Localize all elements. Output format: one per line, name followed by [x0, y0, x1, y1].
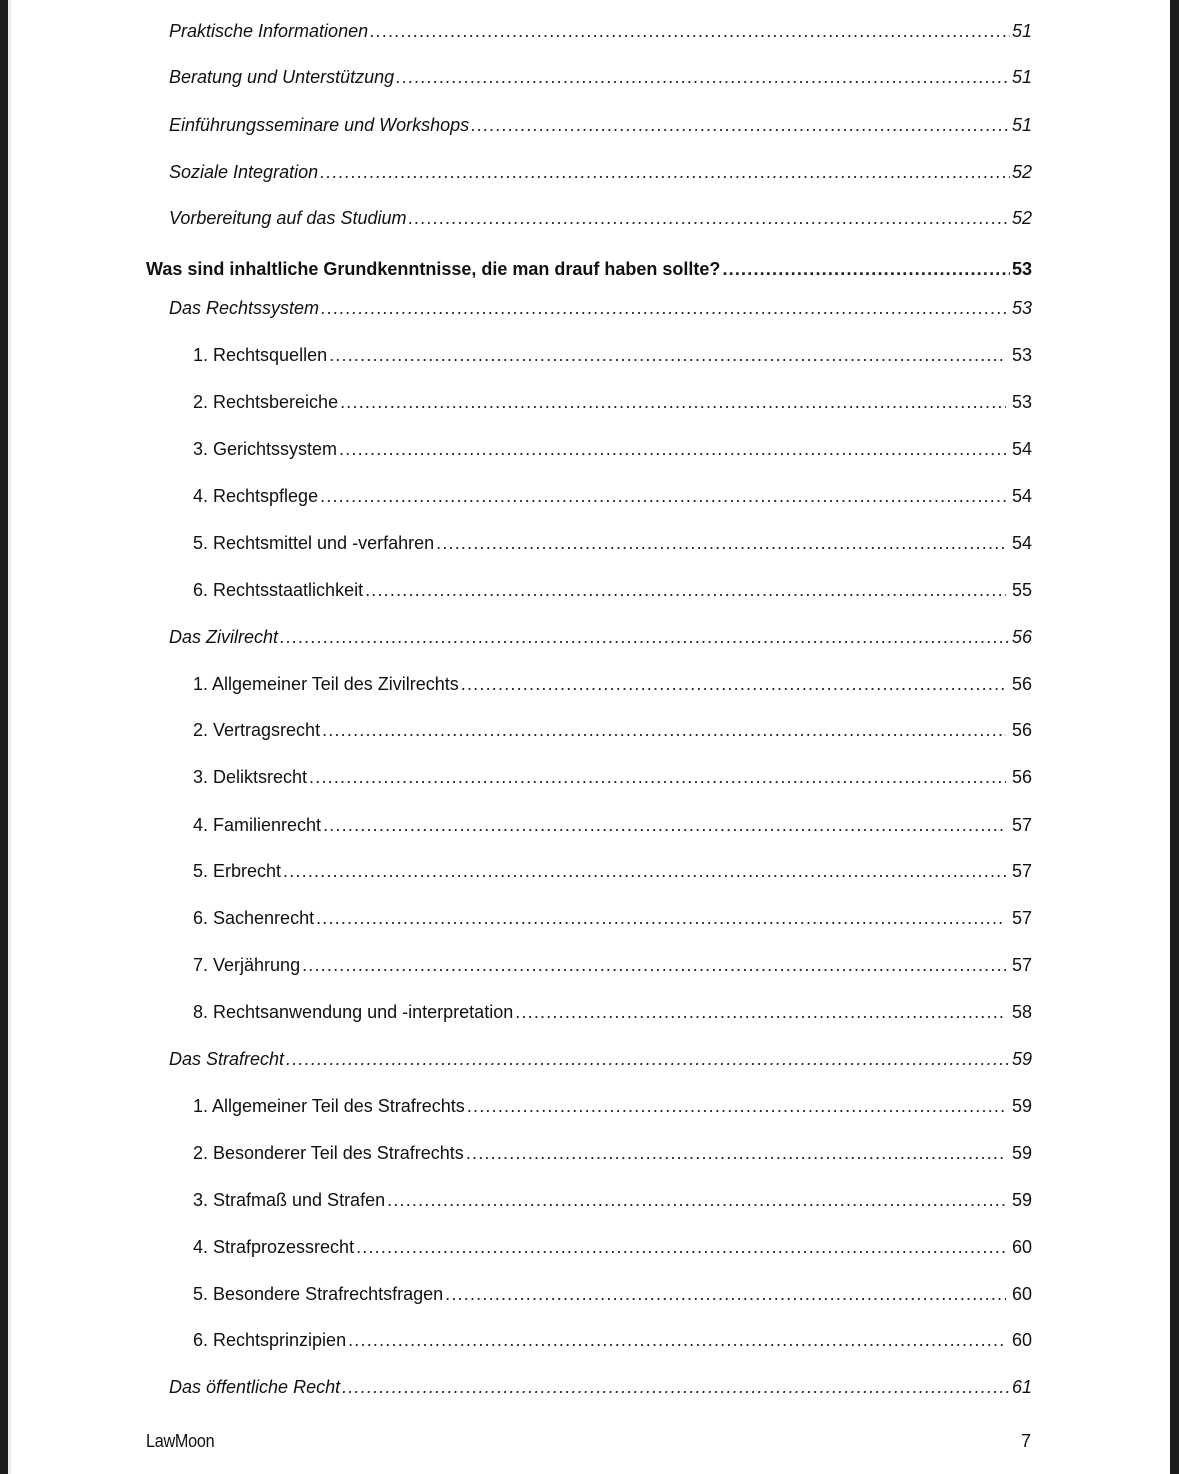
- toc-entry-label: 5. Besondere Strafrechtsfragen: [193, 1284, 444, 1304]
- toc-entry-label: 5. Erbrecht: [193, 861, 282, 881]
- toc-entry-label: 3. Deliktsrecht: [193, 767, 308, 787]
- toc-section-entry[interactable]: [169, 20, 1032, 42]
- dot-leader: [356, 1236, 1006, 1258]
- toc-entry-page-number: 58: [1011, 1002, 1032, 1022]
- toc-entry-page-number: 56: [1011, 674, 1032, 694]
- toc-subsection-entry[interactable]: [193, 485, 1032, 507]
- toc-entry-label: Einführungsseminare und Workshops: [169, 115, 470, 135]
- toc-entry-label: 6. Rechtsstaatlichkeit: [193, 580, 364, 600]
- toc-section-entry[interactable]: [169, 207, 1032, 229]
- toc-entry-label: 2. Besonderer Teil des Strafrechts: [193, 1143, 464, 1163]
- toc-entry-label: 1. Allgemeiner Teil des Strafrechts: [193, 1096, 465, 1116]
- toc-subsection-entry[interactable]: [193, 860, 1032, 882]
- dot-leader: [286, 1048, 1010, 1070]
- toc-subsection-entry[interactable]: [193, 1142, 1032, 1164]
- dot-leader: [396, 66, 1010, 88]
- toc-subsection-entry[interactable]: [193, 907, 1032, 929]
- dot-leader: [322, 719, 1006, 741]
- dot-leader: [408, 207, 1009, 229]
- toc-subsection-entry[interactable]: [193, 1283, 1032, 1305]
- toc-entry-page-number: 53: [1011, 392, 1032, 412]
- toc-section-entry[interactable]: [169, 161, 1032, 183]
- toc-entry-page-number: 60: [1011, 1330, 1032, 1350]
- toc-entry-page-number: 53: [1011, 298, 1032, 318]
- toc-chapter-entry[interactable]: [146, 258, 1032, 280]
- toc-entry-label: 3. Strafmaß und Strafen: [193, 1190, 386, 1210]
- toc-entry-label: 8. Rechtsanwendung und -interpretation: [193, 1002, 514, 1022]
- toc-entry-label: 4. Rechtspflege: [193, 486, 319, 506]
- dot-leader: [471, 114, 1010, 136]
- toc-entry-page-number: 59: [1011, 1143, 1032, 1163]
- dot-leader: [445, 1283, 1006, 1305]
- toc-subsection-entry[interactable]: [193, 766, 1032, 788]
- dot-leader: [436, 532, 1006, 554]
- toc-entry-label: Vorbereitung auf das Studium: [169, 208, 407, 228]
- toc-entry-page-number: 54: [1011, 486, 1032, 506]
- toc-entry-page-number: 51: [1011, 21, 1032, 41]
- toc-section-entry[interactable]: [169, 66, 1032, 88]
- toc-section-entry[interactable]: [169, 1376, 1032, 1398]
- toc-entry-label: 1. Rechtsquellen: [193, 345, 328, 365]
- toc-section-entry[interactable]: [169, 114, 1032, 136]
- dot-leader: [466, 1142, 1006, 1164]
- toc-subsection-entry[interactable]: [193, 1001, 1032, 1023]
- dot-leader: [316, 907, 1006, 929]
- dot-leader: [387, 1189, 1006, 1211]
- toc-subsection-entry[interactable]: [193, 391, 1032, 413]
- toc-entry-label: 2. Rechtsbereiche: [193, 392, 339, 412]
- window-edge-left: [0, 0, 8, 1474]
- footer-author: LawMoon: [146, 1431, 215, 1451]
- toc-subsection-entry[interactable]: [193, 673, 1032, 695]
- toc-entry-page-number: 61: [1011, 1377, 1032, 1397]
- dot-leader: [320, 485, 1006, 507]
- toc-entry-page-number: 56: [1011, 767, 1032, 787]
- window-edge-right: [1170, 0, 1179, 1474]
- toc-entry-page-number: 60: [1011, 1237, 1032, 1257]
- dot-leader: [321, 297, 1010, 319]
- dot-leader: [467, 1095, 1006, 1117]
- toc-entry-label: 4. Familienrecht: [193, 815, 322, 835]
- dot-leader: [329, 344, 1006, 366]
- toc-entry-page-number: 53: [1011, 345, 1032, 365]
- dot-leader: [340, 391, 1006, 413]
- toc-entry-page-number: 53: [1011, 259, 1032, 279]
- dot-leader: [302, 954, 1006, 976]
- toc-entry-page-number: 52: [1011, 208, 1032, 228]
- document-page: [11, 0, 1170, 1474]
- dot-leader: [722, 258, 1010, 280]
- toc-entry-label: 6. Rechtsprinzipien: [193, 1330, 347, 1350]
- toc-entry-label: Das Strafrecht: [169, 1049, 285, 1069]
- dot-leader: [283, 860, 1006, 882]
- toc-entry-label: Das Rechtssystem: [169, 298, 320, 318]
- toc-entry-label: Das öffentliche Recht: [169, 1377, 341, 1397]
- dot-leader: [323, 814, 1006, 836]
- toc-entry-label: 7. Verjährung: [193, 955, 301, 975]
- toc-entry-label: 4. Strafprozessrecht: [193, 1237, 355, 1257]
- toc-subsection-entry[interactable]: [193, 438, 1032, 460]
- toc-subsection-entry[interactable]: [193, 954, 1032, 976]
- toc-subsection-entry[interactable]: [193, 1189, 1032, 1211]
- toc-subsection-entry[interactable]: [193, 1095, 1032, 1117]
- toc-entry-page-number: 51: [1011, 115, 1032, 135]
- toc-section-entry[interactable]: [169, 1048, 1032, 1070]
- toc-entry-page-number: 56: [1011, 627, 1032, 647]
- toc-subsection-entry[interactable]: [193, 1236, 1032, 1258]
- dot-leader: [339, 438, 1006, 460]
- toc-section-entry[interactable]: [169, 297, 1032, 319]
- dot-leader: [461, 673, 1006, 695]
- footer-page-number: 7: [1021, 1431, 1032, 1451]
- toc-entry-page-number: 55: [1011, 580, 1032, 600]
- toc-entry-label: 2. Vertragsrecht: [193, 720, 321, 740]
- toc-entry-page-number: 57: [1011, 815, 1032, 835]
- toc-subsection-entry[interactable]: [193, 579, 1032, 601]
- toc-entry-page-number: 52: [1011, 162, 1032, 182]
- toc-entry-label: 6. Sachenrecht: [193, 908, 315, 928]
- toc-subsection-entry[interactable]: [193, 1329, 1032, 1351]
- toc-entry-label: Soziale Integration: [169, 162, 319, 182]
- toc-entry-label: Beratung und Unterstützung: [169, 67, 395, 87]
- toc-entry-page-number: 60: [1011, 1284, 1032, 1304]
- toc-subsection-entry[interactable]: [193, 532, 1032, 554]
- toc-subsection-entry[interactable]: [193, 719, 1032, 741]
- toc-entry-page-number: 59: [1011, 1049, 1032, 1069]
- toc-entry-page-number: 51: [1011, 67, 1032, 87]
- dot-leader: [515, 1001, 1006, 1023]
- toc-entry-page-number: 59: [1011, 1190, 1032, 1210]
- toc-entry-page-number: 57: [1011, 908, 1032, 928]
- dot-leader: [320, 161, 1010, 183]
- toc-entry-page-number: 59: [1011, 1096, 1032, 1116]
- dot-leader: [280, 626, 1010, 648]
- toc-entry-label: Praktische Informationen: [169, 21, 369, 41]
- toc-entry-label: 3. Gerichtssystem: [193, 439, 338, 459]
- dot-leader: [348, 1329, 1006, 1351]
- toc-subsection-entry[interactable]: [193, 814, 1032, 836]
- dot-leader: [309, 766, 1006, 788]
- toc-entry-label: 1. Allgemeiner Teil des Zivilrechts: [193, 674, 459, 694]
- dot-leader: [342, 1376, 1010, 1398]
- toc-subsection-entry[interactable]: [193, 344, 1032, 366]
- toc-entry-label: 5. Rechtsmittel und -verfahren: [193, 533, 435, 553]
- toc-entry-label: Das Zivilrecht: [169, 627, 279, 647]
- toc-entry-label: Was sind inhaltliche Grundkenntnisse, die man drauf haben sollte?: [146, 259, 721, 279]
- toc-entry-page-number: 57: [1011, 861, 1032, 881]
- toc-entry-page-number: 54: [1011, 533, 1032, 553]
- toc-entry-page-number: 54: [1011, 439, 1032, 459]
- toc-entry-page-number: 56: [1011, 720, 1032, 740]
- toc-section-entry[interactable]: [169, 626, 1032, 648]
- toc-entry-page-number: 57: [1011, 955, 1032, 975]
- dot-leader: [365, 579, 1006, 601]
- dot-leader: [370, 20, 1010, 42]
